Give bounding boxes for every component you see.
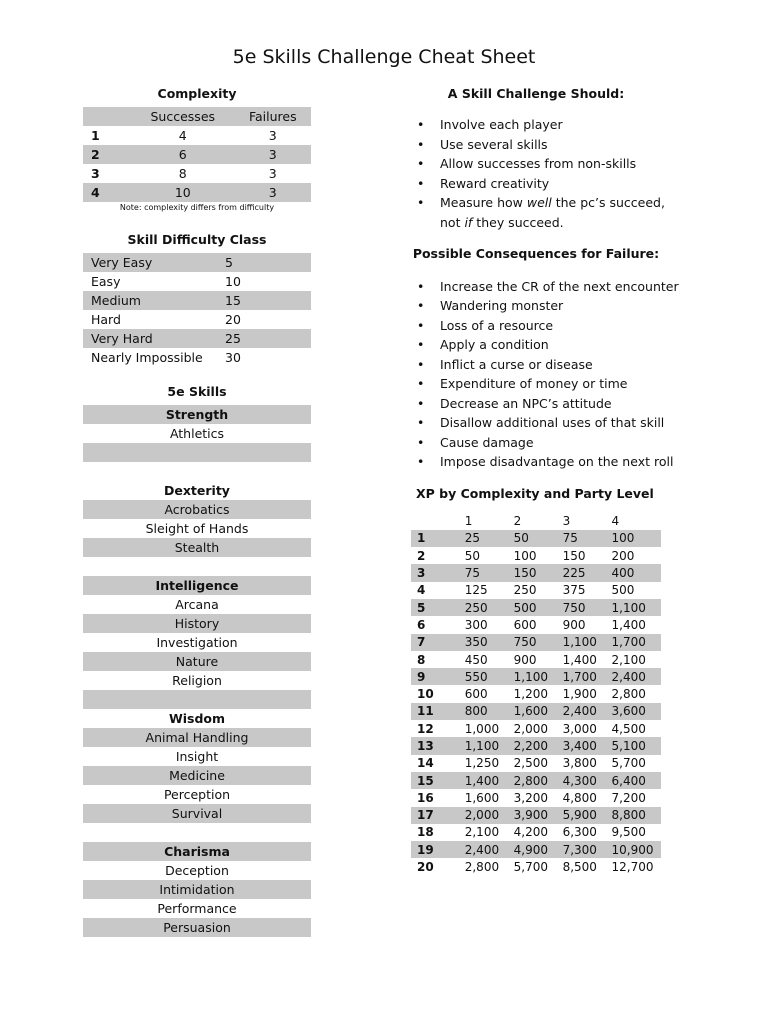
page-title: 5e Skills Challenge Cheat Sheet <box>232 46 536 68</box>
list-item: • Expenditure of money or time <box>411 374 711 394</box>
list-item: • Decrease an NPC’s attitude <box>411 394 711 414</box>
list-item: Perception <box>163 787 231 802</box>
xp-value-cell: 2,100 <box>464 825 500 840</box>
list-item: Nature <box>83 652 311 671</box>
list-item: Intimidation <box>83 880 311 899</box>
xp-header-row: 1 2 3 4 <box>464 514 620 529</box>
xp-level-cell: 5 <box>417 600 426 615</box>
difficulty-table <box>83 253 311 367</box>
xp-value-cell: 1,400 <box>562 652 597 667</box>
table-row <box>411 685 661 702</box>
table-row: 1 4 3 <box>91 128 277 143</box>
table-row <box>411 599 661 616</box>
list-item: Performance <box>157 901 237 916</box>
xp-value-cell: 1,100 <box>611 600 646 615</box>
should-list <box>411 115 711 213</box>
skill-group-strength: Strength <box>83 405 311 424</box>
xp-value-cell: 4,800 <box>562 790 597 805</box>
xp-value-cell: 100 <box>611 531 635 546</box>
xp-value-cell: 150 <box>513 566 537 581</box>
complexity-header-row <box>83 107 311 126</box>
xp-value-cell: 1,700 <box>611 635 646 650</box>
xp-level-cell: 19 <box>417 842 434 857</box>
xp-value-cell: 5,100 <box>611 739 646 753</box>
xp-value-cell: 4,500 <box>611 721 646 736</box>
xp-level-cell: 14 <box>417 756 434 771</box>
xp-level-cell: 1 <box>417 531 426 546</box>
skill-group-intelligence: Intelligence <box>83 576 311 595</box>
list-item: • Disallow additional uses of that skill <box>411 413 711 433</box>
xp-value-cell: 1,200 <box>513 687 549 702</box>
right-column <box>411 86 711 876</box>
xp-level-cell: 13 <box>417 739 434 753</box>
xp-level-cell: 7 <box>417 635 426 650</box>
xp-value-cell: 1,100 <box>513 669 549 684</box>
xp-level-cell: 12 <box>417 721 434 736</box>
xp-value-cell: 1,000 <box>464 721 500 736</box>
complexity-note: Note: complexity differs from difficulty <box>119 203 275 212</box>
xp-value-cell: 1,700 <box>562 669 597 684</box>
list-item: • Use several skills <box>411 135 711 155</box>
xp-level-cell: 6 <box>417 617 426 632</box>
xp-value-cell: 7,300 <box>562 842 597 857</box>
list-item: • Loss of a resource <box>411 316 711 336</box>
xp-value-cell: 8,500 <box>562 860 597 875</box>
table-row: 2 6 3 <box>83 145 311 164</box>
list-item: • Reward creativity <box>411 174 711 194</box>
xp-value-cell: 225 <box>562 566 586 581</box>
table-row: Very Easy 5 <box>83 253 311 272</box>
xp-value-cell: 500 <box>611 583 635 598</box>
xp-value-cell: 4,200 <box>513 825 549 840</box>
skill-group-dexterity: Dexterity <box>164 483 230 498</box>
xp-level-cell: 16 <box>417 790 434 805</box>
list-item: Investigation <box>156 635 238 650</box>
xp-value-cell: 2,400 <box>562 704 597 719</box>
xp-value-cell: 2,000 <box>513 721 549 736</box>
list-item: • Cause damage <box>411 433 711 453</box>
xp-level-cell: 18 <box>417 825 434 840</box>
table-row <box>411 755 661 772</box>
xp-value-cell: 2,400 <box>611 669 646 684</box>
xp-value-cell: 1,250 <box>464 756 500 771</box>
table-row <box>411 547 661 564</box>
table-row <box>411 824 661 841</box>
complexity-heading: Complexity <box>157 86 237 101</box>
xp-body <box>411 530 661 876</box>
list-item: History <box>83 614 311 633</box>
xp-value-cell: 900 <box>562 617 586 632</box>
xp-value-cell: 1,900 <box>562 687 597 702</box>
table-row: Hard 20 <box>91 312 241 327</box>
xp-value-cell: 2,800 <box>611 687 646 702</box>
xp-value-cell: 150 <box>562 548 586 563</box>
list-item: Stealth <box>83 538 311 557</box>
table-row: 4 10 3 <box>83 183 311 202</box>
xp-value-cell: 4,900 <box>513 842 549 857</box>
list-item: Persuasion <box>83 918 311 937</box>
xp-value-cell: 5,700 <box>513 860 549 875</box>
xp-value-cell: 10,900 <box>611 842 654 857</box>
skill-group-charisma: Charisma <box>83 842 311 861</box>
xp-value-cell: 200 <box>611 548 635 563</box>
table-row <box>411 703 661 720</box>
table-row <box>411 720 661 737</box>
xp-level-cell: 10 <box>417 687 434 702</box>
table-row <box>411 737 661 754</box>
table-row: Easy 10 <box>91 274 241 289</box>
xp-value-cell: 550 <box>464 669 488 684</box>
table-row <box>411 772 661 789</box>
xp-value-cell: 125 <box>464 583 488 598</box>
xp-level-cell: 3 <box>417 566 426 581</box>
table-row <box>411 668 661 685</box>
spacer-row <box>83 690 311 709</box>
xp-value-cell: 2,500 <box>513 756 549 771</box>
xp-level-cell: 2 <box>417 548 426 563</box>
xp-value-cell: 800 <box>464 704 488 719</box>
xp-value-cell: 9,500 <box>611 825 646 840</box>
xp-value-cell: 1,400 <box>611 617 646 632</box>
xp-level-cell: 17 <box>417 808 434 823</box>
xp-value-cell: 600 <box>464 687 488 702</box>
xp-value-cell: 75 <box>562 531 578 546</box>
xp-level-cell: 15 <box>417 773 434 788</box>
xp-value-cell: 2,800 <box>464 860 500 875</box>
list-item: • Measure how well the pc’s succeed, <box>411 193 711 213</box>
xp-value-cell: 6,300 <box>562 825 597 840</box>
xp-level-cell: 11 <box>417 704 434 719</box>
xp-value-cell: 900 <box>513 652 537 667</box>
xp-level-cell: 8 <box>417 652 426 667</box>
successes-header: Successes <box>150 109 216 124</box>
xp-value-cell: 4,300 <box>562 773 597 788</box>
skills-list <box>83 405 311 937</box>
list-item: Medicine <box>83 766 311 785</box>
spacer-row <box>83 443 311 462</box>
list-item: Insight <box>175 749 219 764</box>
list-item: Arcana <box>175 597 219 612</box>
xp-value-cell: 300 <box>464 617 488 632</box>
table-row: Medium 15 <box>83 291 311 310</box>
table-row <box>411 651 661 668</box>
xp-level-cell: 4 <box>417 583 426 598</box>
failures-header: Failures <box>248 109 297 124</box>
xp-value-cell: 250 <box>513 583 537 598</box>
list-item: Survival <box>83 804 311 823</box>
xp-value-cell: 3,200 <box>513 790 549 805</box>
skills-heading: 5e Skills <box>167 384 227 399</box>
xp-value-cell: 3,400 <box>562 739 597 753</box>
xp-value-cell: 2,400 <box>464 842 500 857</box>
xp-value-cell: 2,000 <box>464 808 500 823</box>
xp-value-cell: 500 <box>513 600 537 615</box>
xp-value-cell: 5,900 <box>562 808 597 823</box>
xp-value-cell: 50 <box>513 531 529 546</box>
list-item: • Impose disadvantage on the next roll <box>411 452 711 472</box>
table-row <box>411 530 661 547</box>
list-item: Religion <box>172 673 222 688</box>
table-row: Very Hard 25 <box>83 329 311 348</box>
list-item: • Allow successes from non-skills <box>411 154 711 174</box>
xp-value-cell: 50 <box>464 548 481 563</box>
table-row: Nearly Impossible 30 <box>91 350 241 365</box>
complexity-table <box>83 107 311 202</box>
xp-value-cell: 350 <box>464 635 488 650</box>
xp-value-cell: 100 <box>513 548 537 563</box>
table-row <box>411 616 661 633</box>
xp-value-cell: 1,600 <box>464 790 500 805</box>
xp-value-cell: 400 <box>611 566 635 581</box>
list-item: Animal Handling <box>83 728 311 747</box>
list-item-continuation: not if they succeed. <box>440 214 564 230</box>
list-item: • Increase the CR of the next encounter <box>411 277 711 297</box>
xp-value-cell: 12,700 <box>611 860 654 875</box>
xp-value-cell: 75 <box>464 566 481 581</box>
xp-value-cell: 3,600 <box>611 704 646 719</box>
xp-value-cell: 1,600 <box>513 704 549 719</box>
xp-value-cell: 250 <box>464 600 488 615</box>
xp-value-cell: 2,100 <box>611 652 646 667</box>
xp-value-cell: 450 <box>464 652 488 667</box>
xp-table <box>411 513 661 876</box>
xp-value-cell: 3,900 <box>513 808 549 823</box>
xp-level-cell: 20 <box>417 860 434 875</box>
xp-value-cell: 3,000 <box>562 721 597 736</box>
list-item: Athletics <box>169 426 225 441</box>
xp-value-cell: 1,400 <box>464 773 500 788</box>
xp-value-cell: 5,700 <box>611 756 646 771</box>
xp-value-cell: 2,200 <box>513 739 549 753</box>
list-item: • Apply a condition <box>411 335 711 355</box>
table-row <box>411 807 661 824</box>
xp-value-cell: 2,800 <box>513 773 549 788</box>
xp-value-cell: 3,800 <box>562 756 597 771</box>
table-row: 3 8 3 <box>91 166 277 181</box>
list-item: • Wandering monster <box>411 296 711 316</box>
table-row <box>411 582 661 599</box>
should-heading: A Skill Challenge Should: <box>447 86 625 101</box>
xp-value-cell: 750 <box>513 635 537 650</box>
xp-value-cell: 7,200 <box>611 790 646 805</box>
list-item: Sleight of Hands <box>145 521 249 536</box>
list-item: Deception <box>165 863 229 878</box>
xp-value-cell: 8,800 <box>611 808 646 823</box>
list-item: Acrobatics <box>83 500 311 519</box>
xp-value-cell: 1,100 <box>562 635 597 650</box>
skill-group-wisdom: Wisdom <box>168 711 226 726</box>
xp-value-cell: 750 <box>562 600 586 615</box>
xp-heading: XP by Complexity and Party Level <box>416 485 654 501</box>
table-row <box>411 858 661 875</box>
xp-value-cell: 600 <box>513 617 537 632</box>
xp-value-cell: 6,400 <box>611 773 646 788</box>
list-item: • Inflict a curse or disease <box>411 355 711 375</box>
table-row <box>411 789 661 806</box>
table-row <box>411 634 661 651</box>
table-row <box>411 564 661 581</box>
xp-value-cell: 25 <box>464 531 481 546</box>
table-row <box>411 841 661 858</box>
consequences-heading: Possible Consequences for Failure: <box>412 245 660 261</box>
xp-level-cell: 9 <box>417 669 426 684</box>
consequences-list <box>411 277 711 472</box>
xp-value-cell: 375 <box>562 583 586 598</box>
difficulty-heading: Skill Difficulty Class <box>127 232 267 247</box>
list-item: • Involve each player <box>411 115 711 135</box>
xp-value-cell: 1,100 <box>464 739 500 753</box>
left-column <box>83 86 311 937</box>
